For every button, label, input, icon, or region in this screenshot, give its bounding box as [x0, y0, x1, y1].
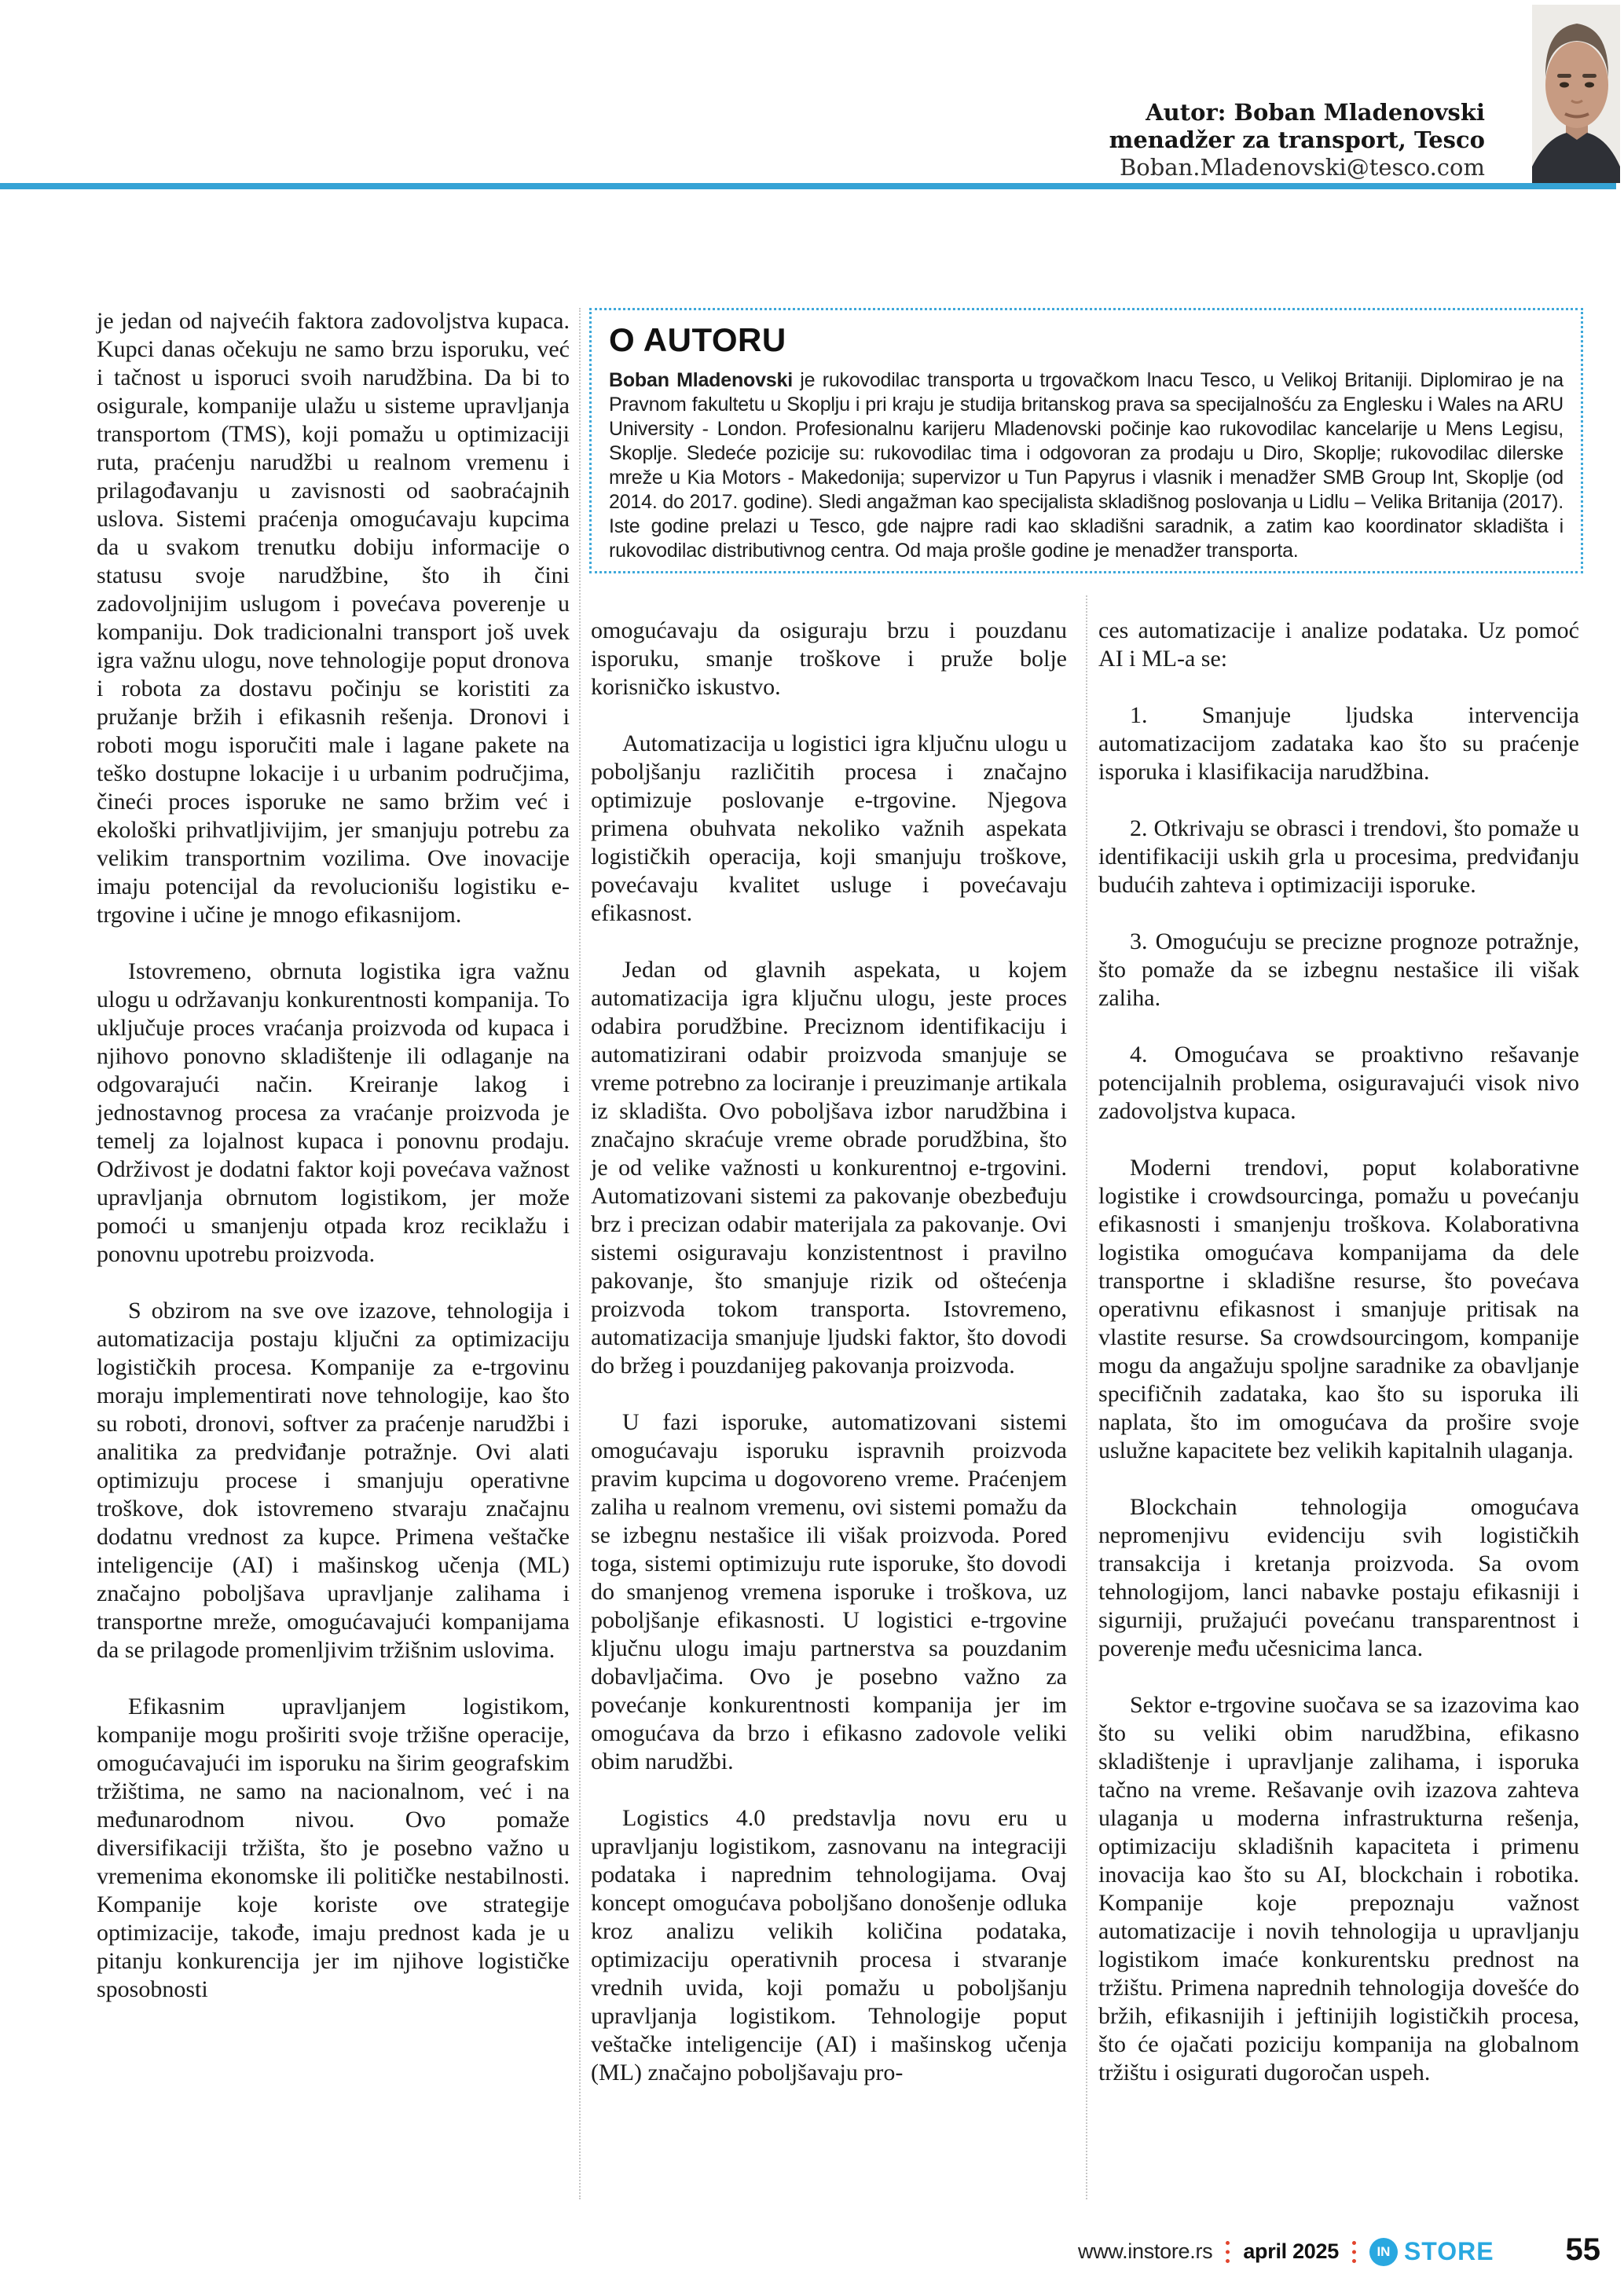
numbered-item: 1. Smanjuje ljudska intervencija automatizacijom zadataka kao što su praćenje isporuka i klasifikacija narudžbina.: [1098, 702, 1579, 785]
article-paragraph: Sektor e-trgovine suočava se sa izazovima kao što su veliki obim narudžbina, efikasno skladištenje i upravljanje zalihama, i isporuka tačno na vreme. Rešavanje ovih izazova zahteva ulaganja u moderna infrastrukturna rešenja, optimizaciju skladišnih kapaciteta i primenu inovacija kao što su AI, blockchain i robotika. Kompanije koje prepoznaju važnost automatizacije i novih tehnologija u upravljanju logistikom imaće konkurentsku prednost na tržištu. Primena naprednih tehnologija dovešće do bržih, efikasnijih i jeftinijih logističkih procesa, što će ojačati poziciju kompanija na globalnom tržištu i osigurati dugoročan uspeh.: [1098, 1692, 1579, 2085]
page-footer: [1078, 2237, 1494, 2266]
about-author-box: [589, 308, 1583, 573]
column-divider-2: [1086, 595, 1087, 2199]
numbered-item: 2. Otkrivaju se obrasci i trendovi, što pomaže u identifikaciji uskih grla u procesima, predviđanju budućih zahteva i optimizaciji isporuke.: [1098, 815, 1579, 898]
article-column-3: [1098, 617, 1579, 2115]
author-photo: [1532, 5, 1620, 183]
article-paragraph: Blockchain tehnologija omogućava nepromenjivu evidenciju svih logističkih transakcija i kretanja proizvoda. Sa ovom tehnologijom, lanci nabavke postaju efikasniji i sigurniji, pružajući povećanu transparentnost i poverenje među učesnicima lanca.: [1098, 1494, 1579, 1661]
author-photo-image: [1532, 5, 1620, 183]
article-paragraph: U fazi isporuke, automatizovani sistemi omogućavaju isporuku ispravnih proizvoda pravim kupcima u dogovoreno vreme. Praćenjem zaliha u realnom vremenu, ovi sistemi pomažu da se izbegnu nestašice ili višak proizvoda. Pored toga, sistemi optimizuju rute isporuke, što dovodi do smanjenog vremena isporuke i troškova, uz poboljšanje efikasnosti. U logistici e-trgovine ključnu ulogu imaju partnerstva sa pouzdanim dobavljačima. Ovo je posebno važno za povećanje konkurentnosti kompanija jer im omogućava da brzo i efikasno zadovole veliki obim narudžbi.: [591, 1409, 1067, 1774]
article-column-2: [591, 617, 1067, 2115]
footer-issue-date: april 2025: [1243, 2239, 1339, 2263]
author-name-line: Autor: Boban Mladenovski: [1146, 99, 1485, 126]
article-paragraph: S obzirom na sve ove izazove, tehnologija i automatizacija postaju ključni za optimizaciju logističkih procesa. Kompanije za e-trgovinu moraju implementirati nove tehnologije, kao što su roboti, dronovi, softver za praćenje narudžbi i analitika za predviđanje potražnje. Ovi alati optimizuju procese i smanjuju operativne troškove, dok istovremeno stvaraju značajnu dodatnu vrednost za kupce. Primena veštačke inteligencije (AI) i mašinskog učenja (ML) značajno poboljšava upravljanje zalihama i transportne mreže, omogućavajući kompanijama da se prilagode promenljivim tržišnim uslovima.: [97, 1298, 570, 1663]
author-email: Boban.Mladenovski@tesco.com: [1119, 154, 1485, 181]
header-rule: [0, 183, 1616, 189]
instore-logo: [1369, 2237, 1494, 2266]
footer-website: www.instore.rs: [1078, 2239, 1213, 2263]
article-paragraph: Istovremeno, obrnuta logistika igra važnu ulogu u održavanju konkurentnosti kompanija. To uključuje proces vraćanja proizvoda od kupaca i njihovo ponovno skladištenje ili odlaganje na odgovarajući način. Kreiranje lakog i jednostavnog procesa za vraćanje proizvoda je temelj za lojalnost kupaca i ponovnu prodaju. Održivost je dodatni faktor koji povećava važnost upravljanja obrnutom logistikom, jer može pomoći u smanjenju otpada kroz reciklažu i ponovnu upotrebu proizvoda.: [97, 958, 570, 1267]
article-column-1: [97, 307, 570, 2032]
footer-separator: [1352, 2241, 1356, 2263]
author-role-line: menadžer za transport, Tesco: [1109, 126, 1485, 153]
article-paragraph: Automatizacija u logistici igra ključnu ulogu u poboljšanju različitih procesa i značajno optimizuje poslovanje e-trgovine. Njegova primena obuhvata nekoliko važnih aspekata logističkih operacija, koji smanjuju troškove, povećavaju kvalitet usluge i povećavaju efikasnost.: [591, 731, 1067, 926]
author-name-bold: Boban Mladenovski: [609, 369, 793, 391]
store-wordmark: STORE: [1403, 2237, 1494, 2265]
about-author-text: [609, 368, 1564, 563]
article-paragraph: Jedan od glavnih aspekata, u kojem automatizacija igra ključnu ulogu, jeste proces odabira porudžbine. Preciznom identifikaciju i automatizirani odabir proizvoda smanjuje se vreme potrebno za lociranje i preuzimanje artikala iz skladišta. Ovo poboljšava izbor narudžbina i značajno skraćuje vreme obrade porudžbina, što je od velike važnosti u konkurentnoj e-trgovini. Automatizovani sistemi za pakovanje obezbeđuju brz i precizan odabir materijala za pakovanje. Ovi sistemi osiguravaju konzistentnost i pravilno pakovanje, što smanjuje rizik od oštećenja proizvoda tokom transporta. Istovremeno, automatizacija smanjuje ljudski faktor, što dovodi do bržeg i pouzdanijeg pakovanja proizvoda.: [591, 957, 1067, 1379]
in-circle-icon: IN: [1369, 2238, 1398, 2266]
article-paragraph: je jedan od najvećih faktora zadovoljstva kupaca. Kupci danas očekuju ne samo brzu isporuku, već i tačnost u isporuci svoih narudžbina. Da bi to osigurale, kompanije ulažu u sisteme upravljanja transportom (TMS), koji pomažu u optimizaciji ruta, praćenju narudžbi u realnom vremenu i prilagođavanju u zavisnosti od saobraćajnih uslova. Sistemi praćenja omogućavaju kupcima da u svakom trenutku dobiju informacije o statusu svoje narudžbine, što ih čini zadovoljnijim uslugom i povećava poverenje u kompaniju. Dok tradicionalni transport još uvek igra važnu ulogu, nove tehnologije poput dronova i robota za dostavu počinju se koristiti za pružanje bržih i efikasnih rešenja. Dronovi i roboti mogu isporučiti male i lagane pakete na teško dostupne lokacije i u urbanim područjima, čineći proces isporuke ne samo bržim već i ekološki prihvatljivijim, jer smanjuju potrebu za velikim transportnim vozilima. Ove inovacije imaju potencijal da revolucionišu logistiku e-trgovine i učine je mnogo efikasnijom.: [97, 308, 570, 928]
column-divider-1: [579, 308, 581, 2199]
article-paragraph: ces automatizacije i analize podataka. Uz pomoć AI i ML-a se:: [1098, 617, 1579, 672]
footer-separator: [1226, 2241, 1230, 2263]
about-author-title: O AUTORU: [609, 321, 786, 358]
about-author-body-text: je rukovodilac transporta u trgovačkom lnacu Tesco, u Velikoj Britaniji. Diplomirao je na Pravnom fakultetu u Skoplju i pri kraju je studija britanskog prava sa specijalnošću za Englesku i Wales na ARU University - London. Profesionalnu karijeru Mladenovski počinje kao rukovodilac kancelarije u Mens Legisu, Skoplje. Sledeće pozicije su: rukovodilac tima i odgovoran za prodaju u Diro, Skoplje; rukovodilac dilerske mreže u Kia Motors - Makedonija; supervizor u Tun Papyrus i vlasnik i menadžer SMB Group Int, Skoplje (od 2014. do 2017. godine). Sledi angažman kao specijalista skladišnog poslovanja u Lidlu – Velika Britanija (2017). Iste godine prelazi u Tesco, gde najpre radi kao skladišni saradnik, a zatim kao koordinator skladišta i rukovodilac distributivnog centra. Od maja prošle godine je menadžer transporta.: [609, 369, 1564, 562]
numbered-item: 3. Omogućuju se precizne prognoze potražnje, što pomaže da se izbegnu nestašice ili višak zaliha.: [1098, 928, 1579, 1011]
article-paragraph: Logistics 4.0 predstavlja novu eru u upravljanju logistikom, zasnovanu na integraciji podataka i naprednim tehnologijama. Ovaj koncept omogućava poboljšano donošenje odluka kroz analizu velikih količina podataka, optimizaciju operativnih procesa i stvaranje vrednih uvida, koji pomažu u poboljšanju upravljanja logistikom. Tehnologije poput veštačke inteligencije (AI) i mašinskog učenja (ML) značajno poboljšavaju pro-: [591, 1805, 1067, 2085]
numbered-item: 4. Omogućava se proaktivno rešavanje potencijalnih problema, osiguravajući visok nivo zadovoljstva kupaca.: [1098, 1042, 1579, 1124]
article-paragraph: Efikasnim upravljanjem logistikom, kompanije mogu proširiti svoje tržišne operacije, omogućavajući im isporuku na širim geografskim tržištima, ne samo na nacionalnom, već i na međunarodnom nivou. Ovo pomaže diversifikaciji tržišta, što je posebno važno u vremenima ekonomske ili političke nestabilnosti. Kompanije koje koriste ove strategije optimizacije, takođe, imaju prednost kada je u pitanju konkurencija jer im njihove logističke sposobnosti: [97, 1694, 570, 2002]
article-paragraph: omogućavaju da osiguraju brzu i pouzdanu isporuku, smanje troškove i pruže bolje korisničko iskustvo.: [591, 617, 1067, 700]
page-number: 55: [1565, 2232, 1600, 2267]
header-author-block: [1109, 99, 1485, 181]
article-paragraph: Moderni trendovi, poput kolaborativne logistike i crowdsourcinga, pomažu u povećanju efikasnosti i smanjenju troškova. Kolaborativna logistika omogućava kompanijama da dele transportne i skladišne resurse, što povećava operativnu efikasnost i smanjuje pritisak na vlastite resurse. Sa crowdsourcingom, kompanije mogu da angažuju spoljne saradnike za obavljanje specifičnih zadataka, kao što su isporuka ili naplata, što im omogućava da prošire svoje uslužne kapacitete bez velikih kapitalnih ulaganja.: [1098, 1155, 1579, 1463]
